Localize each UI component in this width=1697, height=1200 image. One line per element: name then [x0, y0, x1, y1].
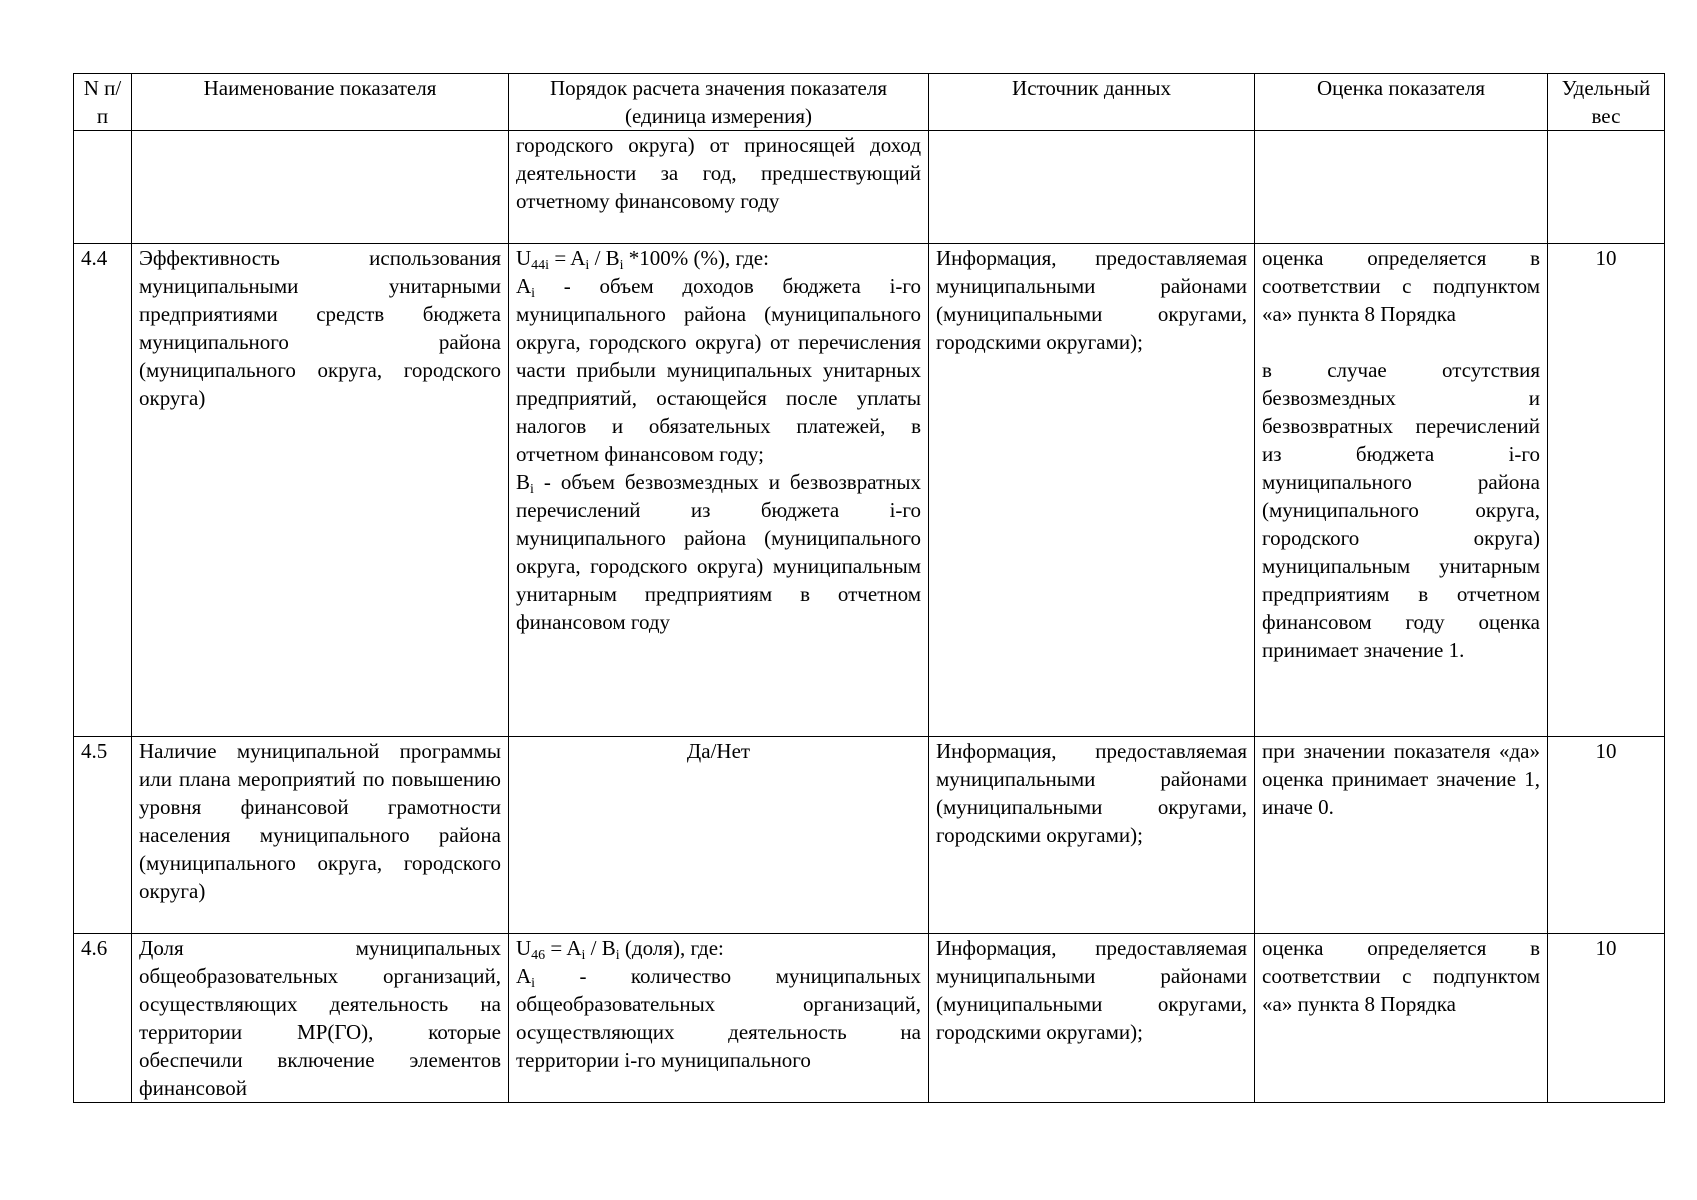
row-4-4-weight: 10: [1548, 244, 1665, 737]
row-4-5-source: Информация, предоставляемая муниципальными районами (муниципальными округами, городскими округами);: [929, 737, 1255, 934]
row-4-6-calc: [509, 934, 929, 1103]
row-4-5-num: 4.5: [74, 737, 132, 934]
header-calc: Порядок расчета значения показателя (единица измерения): [509, 74, 929, 131]
row-4-4-num: 4.4: [74, 244, 132, 737]
row-4-5-name: Наличие муниципальной программы или плана мероприятий по повышению уровня финансовой грамотности населения муниципального района (муниципального округа, городского округа): [132, 737, 509, 934]
row-4-4-name: Эффективность использования муниципальными унитарными предприятиями средств бюджета муниципального района (муниципального округа, городского округа): [132, 244, 509, 737]
row-4-5-weight: 10: [1548, 737, 1665, 934]
row-4-6-weight: 10: [1548, 934, 1665, 1103]
row-4-4-formula: $U_{44i} = A_i / B_i$ *100% (%), где:: [516, 246, 769, 273]
row-4-6-name: Доля муниципальных общеобразовательных организаций, осуществляющих деятельность на территории МР(ГО), которые обеспечили включение элементов финансовой: [132, 934, 509, 1103]
indicators-table: [73, 73, 1665, 1103]
row-4-6-source: Информация, предоставляемая муниципальными районами (муниципальными округами, городскими округами);: [929, 934, 1255, 1103]
cont-calc: городского округа) от приносящей доход деятельности за год, предшествующий отчетному финансовому году: [509, 131, 929, 244]
row-4-6-formula: $U_{46} = A_i / B_i$ (доля), где:: [516, 936, 724, 963]
row-4-6-eval: оценка определяется в соответствии с подпунктом «а» пункта 8 Порядка: [1255, 934, 1548, 1103]
row-4-4-source: Информация, предоставляемая муниципальными районами (муниципальными округами, городскими округами);: [929, 244, 1255, 737]
row-4-4-eval: [1255, 244, 1548, 737]
row-4-5-calc: Да/Нет: [509, 737, 929, 934]
row-4-6-var-a: $A_i$ - количество муниципальных общеобразовательных организаций, осуществляющих деятельность на территории i-го муниципального: [516, 964, 921, 1072]
table-row-4-6: [74, 934, 1665, 1103]
table-header-row: [74, 74, 1665, 131]
table-row-continuation: [74, 131, 1665, 244]
header-name: Наименование показателя: [132, 74, 509, 131]
row-4-4-calc: [509, 244, 929, 737]
header-eval: Оценка показателя: [1255, 74, 1548, 131]
row-4-4-eval-2: в случае отсутствия безвозмездных и безвозвратных перечислений из бюджета i-го муниципального района (муниципального округа, городского округа) муниципальным унитарным предприятиям в отчетном финансовом году оценка принимает значение 1.: [1262, 358, 1540, 662]
header-source: Источник данных: [929, 74, 1255, 131]
table-row-4-5: [74, 737, 1665, 934]
row-4-4-var-b: $B_i$ - объем безвозмездных и безвозвратных перечислений из бюджета i-го муниципального района (муниципального округа, городского округа) муниципальным унитарным предприятиям в отчетном финансовом году: [516, 470, 921, 634]
header-num: N п/п: [74, 74, 132, 131]
row-4-6-num: 4.6: [74, 934, 132, 1103]
row-4-4-eval-1: оценка определяется в соответствии с подпунктом «а» пункта 8 Порядка: [1262, 246, 1540, 326]
table-row-4-4: [74, 244, 1665, 737]
header-weight: Удельный вес: [1548, 74, 1665, 131]
row-4-5-eval: при значении показателя «да» оценка принимает значение 1, иначе 0.: [1255, 737, 1548, 934]
row-4-4-var-a: $A_i$ - объем доходов бюджета i-го муниципального района (муниципального округа, городского округа) от перечисления части прибыли муниципальных унитарных предприятий, остающейся после уплаты налогов и обязательных платежей, в отчетном финансовом году;: [516, 274, 921, 466]
